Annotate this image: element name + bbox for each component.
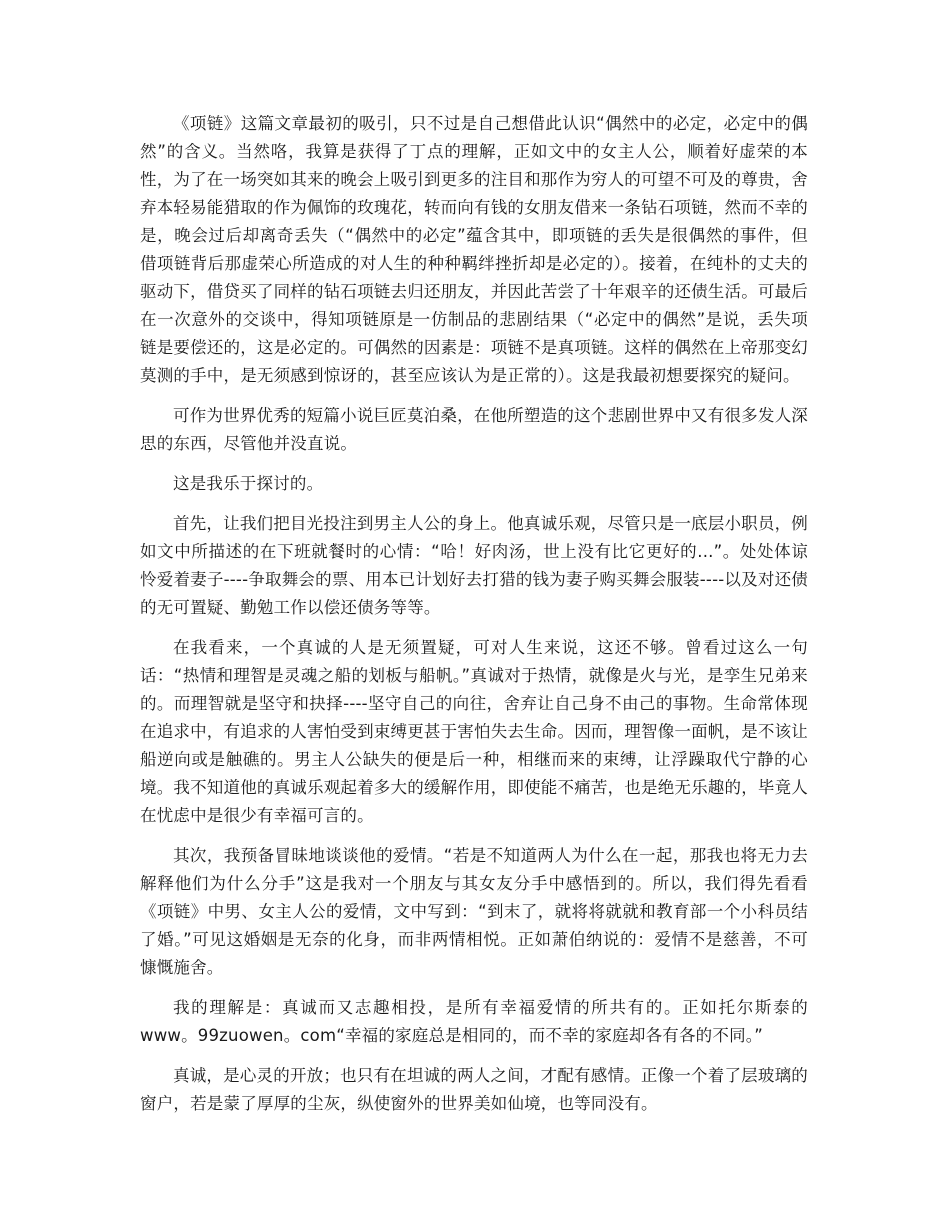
paragraph-3: 这是我乐于探讨的。 [173,474,324,493]
document-body [140,110,808,1130]
paragraph-8: 真诚，是心灵的开放；也只有在坦诚的两人之间，才配有感情。正像一个着了层玻璃的窗户，若是蒙了厚厚的尘灰，纵使窗外的世界美如仙境，也等同没有。 [140,1066,808,1113]
paragraph-6: 其次，我预备冒昧地谈谈他的爱情。“若是不知道两人为什么在一起，那我也将无力去解释他们为什么分手”这是我对一个朋友与其女友分手中感悟到的。所以，我们得先看看《项链》中男、女主人公的爱情，文中写到：“到末了，就将将就就和教育部一个小科员结了婚。”可见这婚姻是无奈的化身，而非两情相悦。正如萧伯纳说的：爱情不是慈善，不可慷慨施舍。 [140,846,808,977]
paragraph-5: 在我看来，一个真诚的人是无须置疑，可对人生来说，这还不够。曾看过这么一句话：“热情和理智是灵魂之船的划板与船帆。”真诚对于热情，就像是火与光，是孪生兄弟来的。而理智就是坚守和抉择----坚守自己的向往，舍弃让自己身不由己的事物。生命常体现在追求中，有追求的人害怕受到束缚更甚于害怕失去生命。因而，理智像一面帆，是不该让船逆向或是触礁的。男主人公缺失的便是后一种，相继而来的束缚，让浮躁取代宁静的心境。我不知道他的真诚乐观起着多大的缓解作用，即使能不痛苦，也是绝无乐趣的，毕竟人在忧虑中是很少有幸福可言的。 [140,638,808,825]
paragraph-4: 首先，让我们把目光投注到男主人公的身上。他真诚乐观，尽管只是一底层小职员，例如文中所描述的在下班就餐时的心情：“哈！好肉汤，世上没有比它更好的...”。处处体谅怜爱着妻子----争取舞会的票、用本已计划好去打猎的钱为妻子购买舞会服装----以及对还债的无可置疑、勤勉工作以偿还债务等等。 [140,514,808,617]
paragraph-2: 可作为世界优秀的短篇小说巨匠莫泊桑，在他所塑造的这个悲剧世界中又有很多发人深思的东西，尽管他并没直说。 [140,406,808,453]
paragraph-7: 我的理解是：真诚而又志趣相投，是所有幸福爱情的所共有的。正如托尔斯泰的www。99zuowen。com“幸福的家庭总是相同的，而不幸的家庭却各有各的不同。” [140,998,808,1045]
paragraph-1: 《项链》这篇文章最初的吸引，只不过是自己想借此认识“偶然中的必定，必定中的偶然”的含义。当然咯，我算是获得了丁点的理解，正如文中的女主人公，顺着好虚荣的本性，为了在一场突如其来的晚会上吸引到更多的注目和那作为穷人的可望不可及的尊贵，舍弃本轻易能猎取的作为佩饰的玫瑰花，转而向有钱的女朋友借来一条钻石项链，然而不幸的是，晚会过后却离奇丢失（“偶然中的必定”蕴含其中，即项链的丢失是很偶然的事件，但借项链背后那虚荣心所造成的对人生的种种羁绊挫折却是必定的）。接着，在纯朴的丈夫的驱动下，借贷买了同样的钻石项链去归还朋友，并因此苦尝了十年艰辛的还债生活。可最后在一次意外的交谈中，得知项链原是一仿制品的悲剧结果（“必定中的偶然”是说，丢失项链是要偿还的，这是必定的。可偶然的因素是：项链不是真项链。这样的偶然在上帝那变幻莫测的手中，是无须感到惊讶的，甚至应该认为是正常的）。这是我最初想要探究的疑问。 [140,114,808,385]
